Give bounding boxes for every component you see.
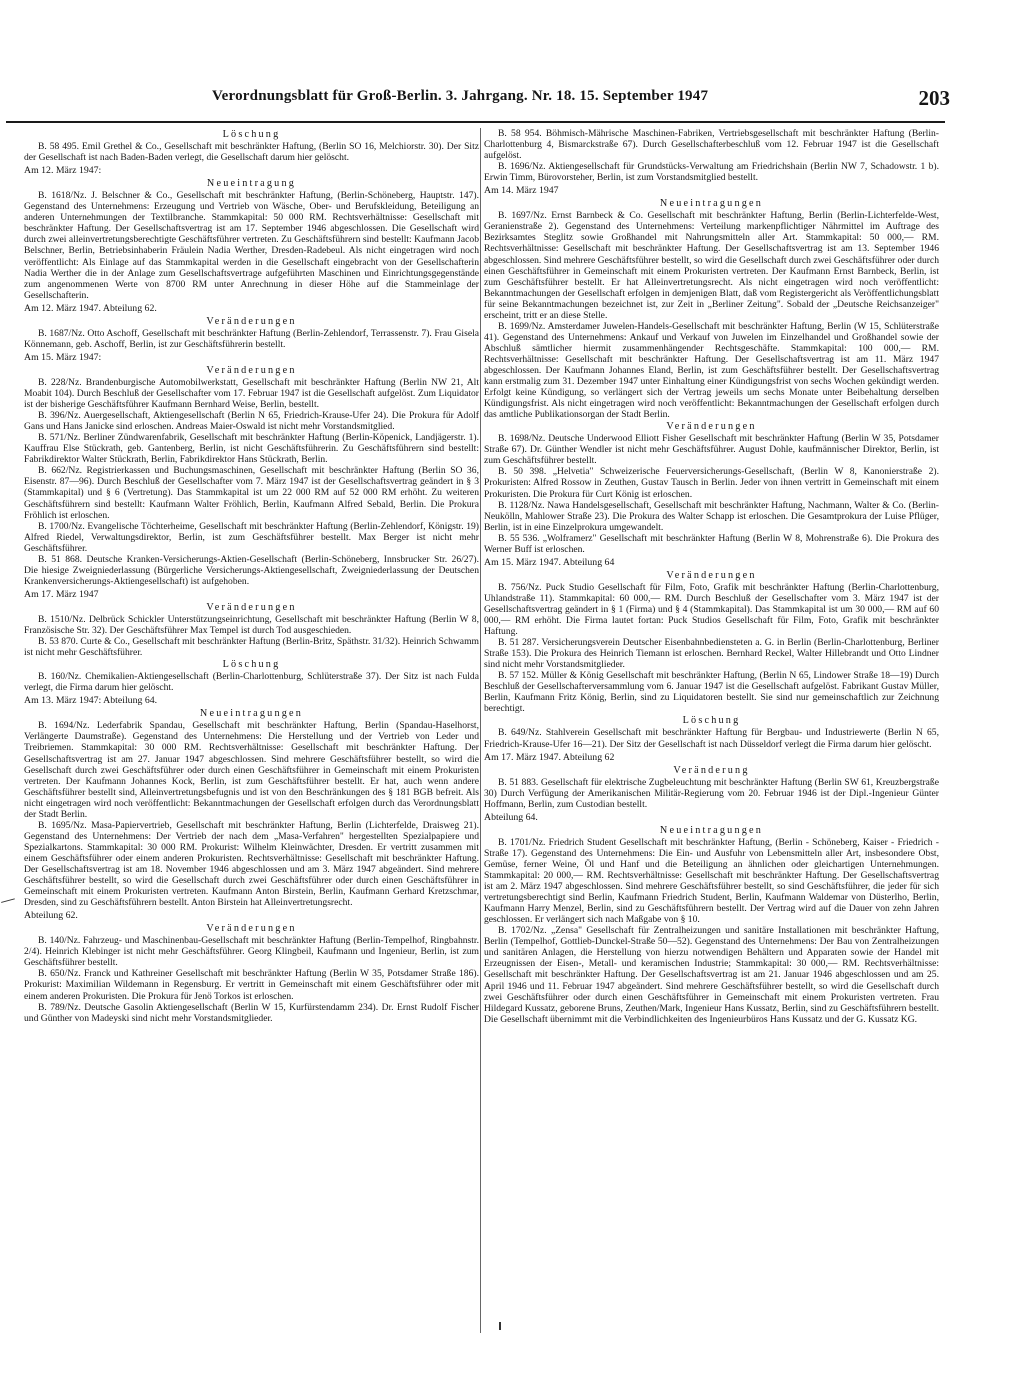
register-entry: B. 51 287. Versicherungsverein Deutscher Eisenbahnbediensteten a. G. in Berlin (Berlin-Charlottenburg, Berliner Straße 153). Die Prokura des Heinrich Tiemann ist erloschen. Bernhard Reckel, Walter Hillebrandt und Otto Lindner sind nicht mehr Vorstandsmitglieder. bbox=[484, 637, 939, 671]
register-entry: B. 1694/Nz. Lederfabrik Spandau, Gesellschaft mit beschränkter Haftung, Berlin (Spandau-Haselhorst, Verlängerte Daumstraße). Gegenstand des Unternehmens: Die Herstellung und der Vertrieb von Leder und Treibriemen. Stammkapital: 30 000 RM. Rechtsverhältnisse: Gesellschaft mit beschränkter Haftung. Der Gesellschaftsvertrag ist am 27. Januar 1947 abgeschlossen. Sind mehrere Geschäftsführer bestellt, so wird die Gesellschaft durch zwei Geschäftsführer oder durch einen Geschäftsführer in Gemeinschaft mit einem Prokuristen vertreten. Der Kaufmann Johannes Kock, Berlin, ist zum Geschäftsführer bestellt. Er hat, auch wenn andere Geschäftsführer bestellt sind, Alleinvertretungsbefugnis und ist von den Beschränkungen des § 181 BGB befreit. Als nicht eingetragen wird noch veröffentlicht: Bekanntmachungen der Gesellschaft erfolgen durch das Verordnungsblatt der Stadt Berlin. bbox=[24, 720, 479, 820]
margin-mark bbox=[1, 898, 17, 910]
header-title: Verordnungsblatt für Groß-Berlin. 3. Jahrgang. Nr. 18. 15. September 1947 bbox=[212, 88, 709, 104]
register-entry: B. 140/Nz. Fahrzeug- und Maschinenbau-Gesellschaft mit beschränkter Haftung (Berlin-Tempelhof, Ringbahnstr. 2/4). Heinrich Klebinger ist nicht mehr Geschäftsführer. Georg Klingbeil, Kaufmann und Ingenieur, Berlin, ist zum Geschäftsführer bestellt. bbox=[24, 935, 479, 969]
register-entry: B. 160/Nz. Chemikalien-Aktiengesellschaft (Berlin-Charlottenburg, Schlüterstraße 37). Der Sitz ist nach Fulda verlegt, die Firma darum hier gelöscht. bbox=[24, 671, 479, 694]
section-heading: Veränderungen bbox=[206, 315, 297, 327]
page-number: 203 bbox=[918, 86, 950, 110]
date-line: Am 17. März 1947. Abteilung 62 bbox=[484, 751, 615, 763]
date-line: Am 14. März 1947 bbox=[484, 185, 559, 197]
header-rule bbox=[6, 121, 945, 123]
register-entry: B. 396/Nz. Auergesellschaft, Aktiengesellschaft (Berlin N 65, Friedrich-Krause-Ufer 24). Die Prokura für Adolf Gans und Hans Janicke sind erloschen. Andreas Maier-Oswald ist nicht mehr Vorstandsmitglied. bbox=[24, 410, 479, 433]
register-entry: B. 649/Nz. Stahlverein Gesellschaft mit beschränkter Haftung für Bergbau- und Industriewerte (Berlin N 65, Friedrich-Krause-Ufer 16—21). Der Sitz der Gesellschaft ist nach Düsseldorf verlegt die Firma darum hier gelöscht. bbox=[484, 727, 939, 750]
register-entry: B. 58 954. Böhmisch-Mährische Maschinen-Fabriken, Vertriebsgesellschaft mit beschränkter Haftung (Berlin-Charlottenburg 4, Bismarckstraße 67). Durch Gesellschafterbeschluß vom 12. Februar 1947 ist die Gesellschaft aufgelöst. bbox=[484, 128, 939, 162]
register-entry: B. 1702/Nz. „Zensa" Gesellschaft für Zentralheizungen und sanitäre Installationen mit beschränkter Haftung, Berlin (Tempelhof, Gottlieb-Dunckel-Straße 50—52). Gegenstand des Unternehmens: Der Bau von Zentralheizungen und sanitären Anlagen, die Herstellung von hierzu notwendigen Behältern und Apparaten sowie der Handel mit Erzeugnissen der Eisen-, Metall- und keramischen Industrie; Stammkapital: 30 000,— RM. Rechtsverhältnisse: Gesellschaft mit beschränkter Haftung. Der Gesellschaftsvertrag ist am 21. Januar 1946 abgeschlossen und am 25. April 1946 und 11. Februar 1947 abgeändert. Sind mehrere Geschäftsführer bestellt, so wird die Gesellschaft durch zwei Geschäftsführer oder durch einen Geschäftsführer in Gemeinschaft mit einem Prokuristen vertreten. Frau Hildegard Kussatz, geborene Bruns, Zeuthen/Mark, Ingenieur Hans Kussatz, Berlin, sind zu Geschäftsführern bestellt. Die Gesellschaft übernimmt mit die Verbindlichkeiten des Ingenieurbüros Hans Kussatz und der G. Kussatz KG. bbox=[484, 925, 939, 1025]
date-line: Abteilung 62. bbox=[24, 910, 78, 922]
register-entry: B. 650/Nz. Franck und Kathreiner Gesellschaft mit beschränkter Haftung (Berlin W 35, Potsdamer Straße 186). Prokurist: Maximilian Wildemann in Regensburg. Er vertritt in Gemeinschaft mit einem Geschäftsführer oder mit einem anderen Prokuristen. Die Prokura für Jenö Torkos ist erloschen. bbox=[24, 968, 479, 1002]
register-entry: B. 55 536. „Wolframerz" Gesellschaft mit beschränkter Haftung (Berlin W 8, Mohrenstraße 6). Die Prokura des Werner Buff ist erloschen. bbox=[484, 532, 939, 555]
register-entry: B. 50 398. „Helvetia" Schweizerische Feuerversicherungs-Gesellschaft, (Berlin W 8, Kanonierstraße 2). Prokuristen: Alfred Rossow in Zeuthen, Gustav Tausch in Berlin. Jeder von ihnen vertritt in Gemeinschaft mit einem Prokuristen. Die Prokura für Curt König ist erloschen. bbox=[484, 466, 939, 500]
foot-mark bbox=[499, 1322, 501, 1330]
section-heading: Veränderungen bbox=[666, 569, 757, 581]
date-line: Am 15. März 1947. Abteilung 64 bbox=[484, 556, 615, 568]
register-entry: B. 1700/Nz. Evangelische Töchterheime, Gesellschaft mit beschränkter Haftung (Berlin-Zehlendorf, Königstr. 19) Alfred Riedel, Verwaltungsdirektor, Berlin, ist zum Geschäftsführer bestellt. Max Berger ist nicht mehr Geschäftsführer. bbox=[24, 520, 479, 554]
register-entry: B. 1696/Nz. Aktiengesellschaft für Grundstücks-Verwaltung am Friedrichshain (Berlin NW 7, Schadowstr. 1 b). Erwin Timm, Bürovorsteher, Berlin, ist zum Vorstandsmitglied bestellt. bbox=[484, 161, 939, 184]
register-entry: B. 51 883. Gesellschaft für elektrische Zugbeleuchtung mit beschränkter Haftung (Berlin SW 61, Kreuzbergstraße 30) Durch Verfügung der Amerikanischen Militär-Regierung vom 20. Februar 1946 ist der Dipl.-Ingenieur Günter Hoffmann, Berlin, zum Custodian bestellt. bbox=[484, 776, 939, 810]
section-heading: Veränderung bbox=[673, 764, 750, 776]
register-entry: B. 58 495. Emil Grethel & Co., Gesellschaft mit beschränkter Haftung, (Berlin SO 16, Melchiorstr. 30). Der Sitz der Gesellschaft ist nach Baden-Baden verlegt, die Gesellschaft darum hier gelöscht. bbox=[24, 141, 479, 164]
section-heading: Neueintragung bbox=[206, 178, 297, 190]
section-heading: Löschung bbox=[682, 715, 741, 727]
register-entry: B. 51 868. Deutsche Kranken-Versicherungs-Aktien-Gesellschaft (Berlin-Schöneberg, Innsbrucker Str. 26/27). Die hiesige Zweigniederlassung (Bürgerliche Versicherungs-Aktiengesellschaft, Zweigniederlassung der Deutschen Krankenversicherungs-Aktiengesellschaft) ist aufgehoben. bbox=[24, 553, 479, 587]
register-entry: B. 662/Nz. Registrierkassen und Buchungsmaschinen, Gesellschaft mit beschränkter Haftung (Berlin SO 36, Eisenstr. 87—96). Durch Beschluß der Gesellschafter vom 7. März 1947 ist der Gesellschaftsvertrag geändert in § 3 (Stammkapital) und § 6 (Vertretung). Das Stammkapital ist um 22 000 RM auf 52 000 RM erhöht. Zu weiteren Geschäftsführern sind bestellt: Kaufmann Walter Fröhlich, Berlin, Kaufmann Alfred Sebald, Berlin. Die Prokura Fröhlich ist erloschen. bbox=[24, 465, 479, 521]
register-entry: B. 1697/Nz. Ernst Barnbeck & Co. Gesellschaft mit beschränkter Haftung, Berlin (Berlin-Lichterfelde-West, Geranienstraße 2). Gegenstand des Unternehmens: Verteilung markenpflichtiger Nährmittel im Auftrage des Bezirksamtes Steglitz sowie Großhandel mit Nahrungsmitteln aller Art. Stammkapital: 50 000,— RM. Rechtsverhältnisse: Gesellschaft mit beschränkter Haftung. Der Gesellschaftsvertrag ist am 13. September 1946 abgeschlossen. Sind mehrere Geschäftsführer bestellt, so wird die Gesellschaft durch zwei Geschäftsführer oder durch einen Geschäftsführer in Gemeinschaft mit einem Prokuristen vertreten. Der Kaufmann Ernst Barnbeck, Berlin, ist zum Geschäftsführer bestellt. Er hat Alleinvertretungsrecht. Als nicht eingetragen wird noch veröffentlicht: Bekanntmachungen der Gesellschaft erfolgen in demjenigen Blatt, daß vom Registergericht als Veröffentlichungsblatt für seine Bekanntmachungen bezeichnet ist, zur Zeit in „Berliner Zeitung". Sobald der „Deutsche Reichsanzeiger" erscheint, tritt er an diese Stelle. bbox=[484, 210, 939, 321]
date-line: Am 12. März 1947: bbox=[24, 165, 102, 177]
register-entry: B. 571/Nz. Berliner Zündwarenfabrik, Gesellschaft mit beschränkter Haftung (Berlin-Köpenick, Landjägerstr. 1). Kauffrau Else Stückrath, geb. Gantenberg, Berlin, ist nicht Geschäftsführerin. Zu Geschäftsführern sind bestellt: Fabrikdirektor Walter Stückrath, Berlin, Fabrikdirektor Hans Stückrath, Berlin. bbox=[24, 432, 479, 466]
section-heading: Neueintragungen bbox=[659, 198, 764, 210]
register-entry: B. 789/Nz. Deutsche Gasolin Aktiengesellschaft (Berlin W 15, Kurfürstendamm 234). Dr. Ernst Rudolf Fischer und Günther von Madeyski sind nicht mehr Vorstandsmitglieder. bbox=[24, 1001, 479, 1024]
register-entry: B. 1618/Nz. J. Belschner & Co., Gesellschaft mit beschränkter Haftung, (Berlin-Schöneberg, Hauptstr. 147). Gegenstand des Unternehmens: Erzeugung und Vertrieb von Wäsche, Ober- und Berufskleidung, Beteiligung an anderen Unternehmungen der Textilbranche. Stammkapital: 50 000 RM. Rechtsverhältnisse: Gesellschaft mit beschränkter Haftung. Der Gesellschaftsvertrag ist am 17. September 1946 abgeschlossen. Die Gesellschaft wird durch zwei alleinvertretungsberechtigte Geschäftsführer vertreten. Zu Geschäftsführern sind bestellt: Kaufmann Jacob Belschner, Berlin, Betriebsinhaberin Fräulein Nadia Werther, Dresden-Radebeul. Als nicht eingetragen wird noch veröffentlicht: Als Einlage auf das Stammkapital werden in die Gesellschaft eingebracht von der Gesellschafterin Nadia Werther die in der Anlage zum Gesellschaftsvertrage aufgeführten Maschinen und Einrichtungsgegenstände zum angenommenen Werte von 8700 RM unter Anrechnung in dieser Höhe auf die Stammeinlage der Gesellschafterin. bbox=[24, 190, 479, 301]
right-column bbox=[484, 128, 939, 1358]
section-heading: Veränderungen bbox=[206, 601, 297, 613]
register-entry: B. 1698/Nz. Deutsche Underwood Elliott Fisher Gesellschaft mit beschränkter Haftung (Berlin W 35, Potsdamer Straße 67). Dr. Günther Wendler ist nicht mehr Geschäftsführer. August Dohle, kaufmännischer Direktor, Berlin, ist zum Geschäftsführer bestellt. bbox=[484, 433, 939, 467]
section-heading: Löschung bbox=[222, 129, 281, 140]
column-divider bbox=[480, 128, 481, 1333]
section-heading: Neueintragungen bbox=[659, 824, 764, 836]
section-heading: Veränderungen bbox=[206, 364, 297, 376]
register-entry: B. 57 152. Müller & König Gesellschaft mit beschränkter Haftung, (Berlin N 65, Lindower Straße 18—19) Durch Beschluß der Gesellschafterversammlung vom 6. Januar 1947 ist die Gesellschaft aufgelöst. Fabrikant Gustav Müller, Berlin, Kaufmann Fritz König, Berlin, sind zu Liquidatoren bestellt. Sie sind nur gemeinschaftlich zur Zeichnung berechtigt. bbox=[484, 670, 939, 715]
register-entry: B. 228/Nz. Brandenburgische Automobilwerkstatt, Gesellschaft mit beschränkter Haftung (Berlin NW 21, Alt Moabit 104). Durch Beschluß der Gesellschafter vom 17. Februar 1947 ist die Gesellschaft aufgelöst. Zum Liquidator ist der bisherige Geschäftsführer Kaufmann Bernhard Weise, Berlin, bestellt. bbox=[24, 376, 479, 411]
register-entry: B. 756/Nz. Puck Studio Gesellschaft für Film, Foto, Grafik mit beschränkter Haftung (Berlin-Charlottenburg, Uhlandstraße 11). Stammkapital: 60 000,— RM. Durch Beschluß der Gesellschafter vom 3. März 1947 ist der Gesellschaftsvertrag geändert in § 1 (Firma) und § 4 (Stammkapital). Das Stammkapital ist um 30 000,— RM auf 60 000,— RM erhöht. Die Firma lautet fortan: Puck Studios Gesellschaft für Film, Foto, Grafik mit beschränkter Haftung. bbox=[484, 581, 939, 638]
register-entry: B. 1128/Nz. Nawa Handelsgesellschaft, Gesellschaft mit beschränkter Haftung, Nachmann, Walter & Co. (Berlin-Neukölln, Mahlower Straße 23). Die Prokura des Walter Schapp ist erloschen. Die Gesamtprokura der Luise Pflüger, Berlin, ist in eine Einzelprokura umgewandelt. bbox=[484, 499, 939, 533]
date-line: Am 15. März 1947: bbox=[24, 351, 102, 363]
section-heading: Neueintragungen bbox=[199, 708, 304, 720]
section-heading: Veränderungen bbox=[206, 923, 297, 935]
register-entry: B. 1699/Nz. Amsterdamer Juwelen-Handels-Gesellschaft mit beschränkter Haftung, Berlin (W 15, Schlüterstraße 41). Gegenstand des Unternehmens: Ankauf und Verkauf von Juwelen im Einzelhandel und Großhandel sowie der Abschluß sämtlicher hiermit zusammenhängender Rechtsgeschäfte. Stammkapital: 100 000,— RM. Rechtsverhältnisse: Gesellschaft mit beschränkter Haftung. Der Gesellschaftsvertrag ist am 11. März 1947 abgeschlossen. Der Kaufmann Johannes Eland, Berlin, ist zum Geschäftsführer bestellt. Der Gesellschaftsvertrag kann erstmalig zum 31. Dezember 1947 unter Einhaltung einer Kündigungsfrist von sechs Wochen gekündigt werden. Erfolgt keine Kündigung, so verlängert sich der Vertrag jeweils um sechs Monate unter Beibehaltung derselben Kündigungsfrist. Als nicht eingetragen wird noch veröffentlicht: Bekanntmachungen der Gesellschaft erfolgen durch das amtliche Publikationsorgan der Stadt Berlin. bbox=[484, 320, 939, 421]
register-entry: B. 1687/Nz. Otto Aschoff, Gesellschaft mit beschränkter Haftung (Berlin-Zehlendorf, Terrassenstr. 7). Frau Gisela Könnemann, geb. Aschoff, Berlin, ist zur Geschäftsführerin bestellt. bbox=[24, 327, 479, 350]
date-line: Am 12. März 1947. Abteilung 62. bbox=[24, 302, 157, 314]
section-heading: Veränderungen bbox=[666, 421, 757, 433]
register-entry: B. 53 870. Curte & Co., Gesellschaft mit beschränkter Haftung (Berlin-Britz, Späthstr. 31/32). Heinrich Schwamm ist nicht mehr Geschäftsführer. bbox=[24, 636, 479, 659]
page-header bbox=[6, 86, 950, 112]
date-line: Abteilung 64. bbox=[484, 811, 538, 823]
register-entry: B. 1510/Nz. Delbrück Schickler Unterstützungseinrichtung, Gesellschaft mit beschränkter Haftung (Berlin W 8, Französische Str. 32). Der Geschäftsführer Max Tempel ist durch Tod ausgeschieden. bbox=[24, 613, 479, 637]
left-column bbox=[24, 128, 479, 1358]
register-entry: B. 1701/Nz. Friedrich Student Gesellschaft mit beschränkter Haftung, (Berlin - Schöneberg, Kaiser - Friedrich - Straße 17). Gegenstand des Unternehmens: Die Ein- und Ausfuhr von Lebensmitteln aller Art, insbesondere Obst, Gemüse, ferner Weine, Öl und Hanf und die Beteiligung an ähnlichen oder gleichartigen Unternehmungen. Stammkapital: 20 000,— RM. Rechtsverhältnisse: Gesellschaft mit beschränkter Haftung. Der Gesellschaftsvertrag ist am 2. März 1947 abgeschlossen. Sind mehrere Geschäftsführer bestellt, so sind Geschäftsführer, die jeder für sich vertretungsberechtigt sind Berlin, Kaufmann Friedrich Student, Berlin, Kaufmann Waldemar von Düsterlho, Berlin, Kaufmann Harry Menzel, Berlin, sind zu Geschäftsführern bestellt. Der Vertrag wird auf die Dauer von zehn Jahren geschlossen. Er verlängert sich nach Maßgabe von § 10. bbox=[484, 836, 939, 926]
register-entry: B. 1695/Nz. Masa-Papiervertrieb, Gesellschaft mit beschränkter Haftung, Berlin (Lichterfelde, Draisweg 21). Gegenstand des Unternehmens: Der Vertrieb der nach dem „Masa-Verfahren" hergestellten Spezialpapiere und Spezialkartons. Stammkapital: 30 000 RM. Prokurist: Wilhelm Kleinwächter, Dresden. Er vertritt zusammen mit einem Geschäftsführer oder einem anderen Prokuristen. Rechtsverhältnisse: Gesellschaft mit beschränkter Haftung. Der Gesellschaftsvertrag ist am 18. November 1946 abgeschlossen und am 3. März 1947 abgeändert. Sind mehrere Geschäftsführer bestellt, so wird die Gesellschaft durch zwei Geschäftsführer oder durch einen Geschäftsführer in Gemeinschaft mit einem Prokuristen vertreten. Kaufmann Anton Birstein, Berlin, Kaufmann Gerhard Kretzschmar, Dresden, sind zu Geschäftsführern bestellt. Anton Birstein hat Alleinvertretungsrecht. bbox=[24, 819, 479, 909]
section-heading: Löschung bbox=[222, 659, 281, 671]
date-line: Am 13. März 1947: Abteilung 64. bbox=[24, 695, 158, 707]
date-line: Am 17. März 1947 bbox=[24, 588, 99, 600]
